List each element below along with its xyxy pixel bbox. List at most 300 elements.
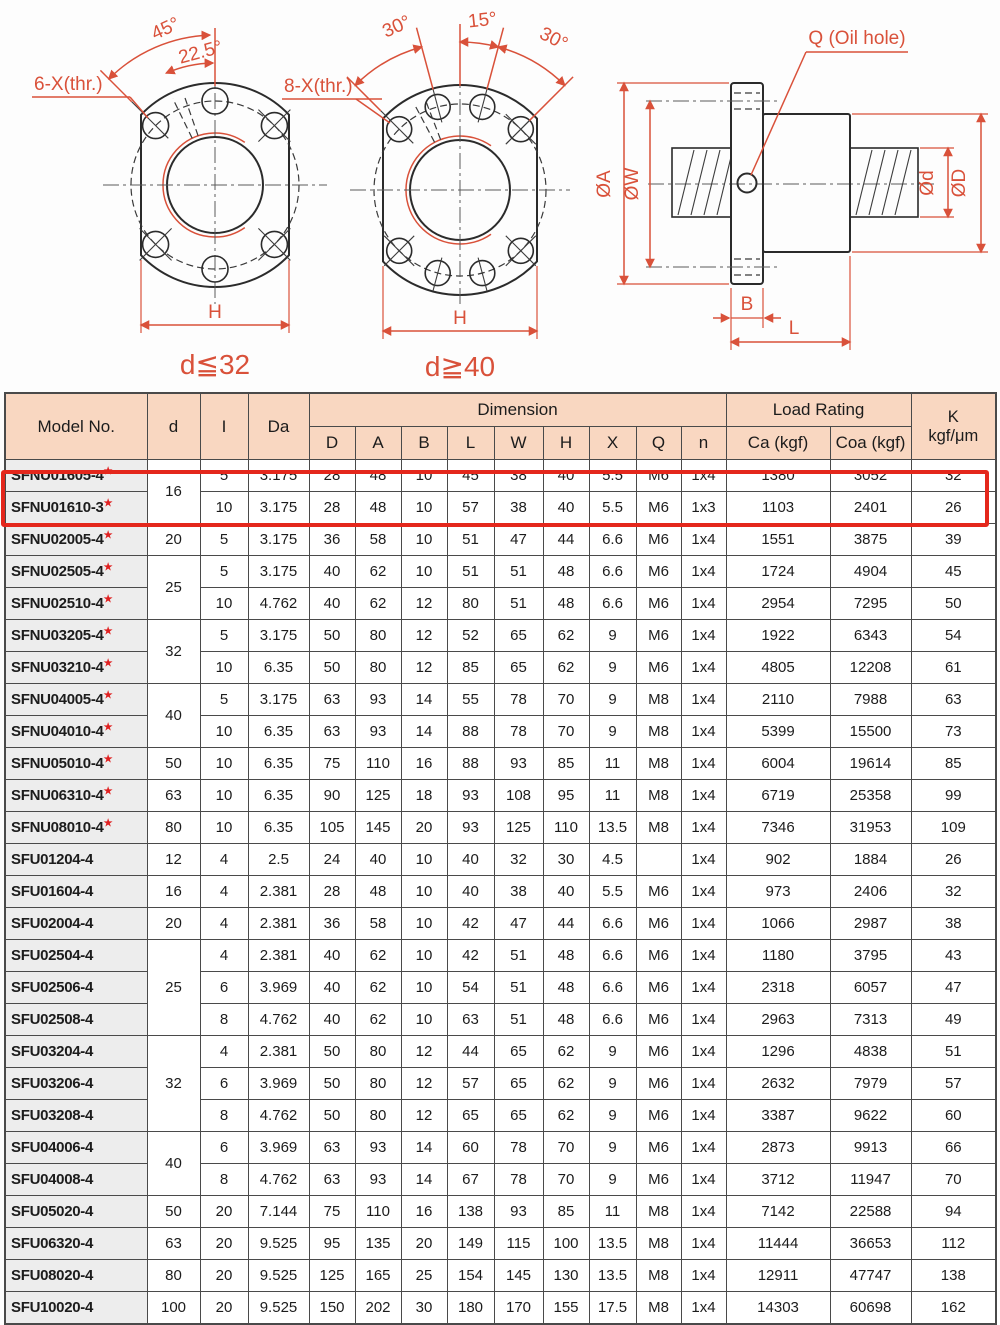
value-cell: 108 (494, 780, 543, 812)
value-cell: 48 (543, 588, 589, 620)
value-cell: 12 (401, 1036, 447, 1068)
value-cell: 12 (401, 652, 447, 684)
value-cell: 1x4 (681, 620, 726, 652)
value-cell: 6 (200, 1068, 248, 1100)
value-cell: 10 (401, 524, 447, 556)
value-cell: 1x4 (681, 684, 726, 716)
value-cell: 7142 (726, 1196, 830, 1228)
value-cell: 1724 (726, 556, 830, 588)
side-view-nut (594, 28, 988, 350)
value-cell: 2632 (726, 1068, 830, 1100)
value-cell: 42 (447, 908, 494, 940)
value-cell: 8 (200, 1164, 248, 1196)
star-icon: ★ (103, 722, 113, 733)
value-cell: 40 (355, 844, 401, 876)
value-cell: 3.175 (248, 556, 309, 588)
value-cell: 1x4 (681, 1036, 726, 1068)
col-header-k (911, 393, 996, 460)
value-cell: 48 (543, 1004, 589, 1036)
value-cell: 40 (309, 588, 355, 620)
value-cell: 65 (494, 620, 543, 652)
value-cell: 1x4 (681, 524, 726, 556)
table-row (5, 940, 996, 972)
value-cell: 38 (494, 876, 543, 908)
value-cell: M6 (636, 460, 681, 492)
value-cell: 70 (543, 716, 589, 748)
screw-shaft-left (672, 148, 731, 217)
value-cell: 12911 (726, 1260, 830, 1292)
star-icon: ★ (103, 530, 113, 541)
front-view-8-holes (282, 9, 573, 382)
value-cell: 8 (200, 1004, 248, 1036)
value-cell: 1551 (726, 524, 830, 556)
value-cell: 1x4 (681, 652, 726, 684)
value-cell: 30 (401, 1292, 447, 1325)
value-cell: M6 (636, 556, 681, 588)
table-row (5, 556, 996, 588)
value-cell: 10 (401, 844, 447, 876)
value-cell: 2987 (830, 908, 911, 940)
value-cell: 6.35 (248, 716, 309, 748)
value-cell: 6.35 (248, 652, 309, 684)
model-cell: SFNU01605-4★ (5, 460, 147, 492)
value-cell: 28 (309, 460, 355, 492)
value-cell: 1x4 (681, 1004, 726, 1036)
value-cell: 50 (309, 620, 355, 652)
value-cell: 51 (447, 556, 494, 588)
value-cell: 28 (309, 876, 355, 908)
value-cell: 85 (543, 1196, 589, 1228)
value-cell: 10 (200, 652, 248, 684)
value-cell: 145 (355, 812, 401, 844)
value-cell: 6.35 (248, 812, 309, 844)
value-cell: 20 (200, 1228, 248, 1260)
model-cell: SFNU01610-3★ (5, 492, 147, 524)
value-cell: 93 (494, 1196, 543, 1228)
value-cell: 36 (309, 524, 355, 556)
col-header-ca: Ca (kgf) (726, 427, 830, 460)
value-cell: 1x4 (681, 940, 726, 972)
spec-table (4, 392, 997, 1325)
value-cell: 28 (309, 492, 355, 524)
value-cell: 63 (147, 780, 200, 812)
value-cell: 180 (447, 1292, 494, 1325)
value-cell: 100 (147, 1292, 200, 1325)
value-cell: 62 (355, 1004, 401, 1036)
value-cell: 3.175 (248, 492, 309, 524)
value-cell: 93 (494, 748, 543, 780)
value-cell: 1380 (726, 460, 830, 492)
model-cell: SFU01604-4 (5, 876, 147, 908)
star-icon: ★ (103, 658, 113, 669)
value-cell: 50 (309, 652, 355, 684)
value-cell: 5399 (726, 716, 830, 748)
value-cell: 1x4 (681, 1164, 726, 1196)
oil-hole-label: Q (Oil hole) (808, 28, 906, 49)
value-cell: 5 (200, 460, 248, 492)
value-cell: M8 (636, 1196, 681, 1228)
star-icon: ★ (103, 690, 113, 701)
value-cell: 2401 (830, 492, 911, 524)
value-cell: 47 (494, 908, 543, 940)
value-cell: 7295 (830, 588, 911, 620)
value-cell: 3387 (726, 1100, 830, 1132)
value-cell: 57 (447, 492, 494, 524)
value-cell: M6 (636, 876, 681, 908)
value-cell: 13.5 (589, 812, 636, 844)
angle-dim-arc (355, 47, 421, 85)
value-cell: 14303 (726, 1292, 830, 1325)
value-cell: 138 (447, 1196, 494, 1228)
model-cell: SFNU02005-4★ (5, 524, 147, 556)
value-cell: 80 (147, 1260, 200, 1292)
value-cell: 20 (200, 1196, 248, 1228)
value-cell: 62 (543, 1100, 589, 1132)
keyway-marks (173, 94, 198, 138)
value-cell: 52 (447, 620, 494, 652)
value-cell: 6.6 (589, 972, 636, 1004)
star-icon: ★ (103, 626, 113, 637)
value-cell: 6.35 (248, 748, 309, 780)
model-cell: SFU04008-4 (5, 1164, 147, 1196)
value-cell: 4.5 (589, 844, 636, 876)
value-cell: 40 (147, 1132, 200, 1196)
value-cell: 109 (911, 812, 996, 844)
value-cell: 6 (200, 972, 248, 1004)
value-cell: 13.5 (589, 1260, 636, 1292)
value-cell: 12 (401, 588, 447, 620)
value-cell: M6 (636, 620, 681, 652)
value-cell: 3.969 (248, 972, 309, 1004)
value-cell: 14 (401, 1164, 447, 1196)
value-cell: 138 (911, 1260, 996, 1292)
callout-6x-label: 6-X(thr.) (34, 74, 103, 95)
value-cell: 40 (543, 460, 589, 492)
value-cell: 4.762 (248, 1004, 309, 1036)
star-icon: ★ (103, 562, 113, 573)
value-cell: 25 (147, 556, 200, 620)
value-cell: 9 (589, 1164, 636, 1196)
value-cell: 66 (911, 1132, 996, 1164)
value-cell: 7979 (830, 1068, 911, 1100)
value-cell: 38 (494, 460, 543, 492)
angle-15-label: 15° (467, 8, 498, 33)
thread-hatch-right (856, 150, 911, 215)
value-cell: 4805 (726, 652, 830, 684)
value-cell: 65 (494, 1036, 543, 1068)
value-cell: 90 (309, 780, 355, 812)
table-row (5, 684, 996, 716)
value-cell: 4.762 (248, 1100, 309, 1132)
value-cell: 6343 (830, 620, 911, 652)
value-cell: 80 (355, 1036, 401, 1068)
model-cell: SFNU06310-4★ (5, 780, 147, 812)
value-cell: M6 (636, 1132, 681, 1164)
dia-d-small-label: Ød (917, 170, 938, 196)
value-cell: 10 (401, 940, 447, 972)
value-cell: 10 (401, 908, 447, 940)
value-cell: 3.969 (248, 1132, 309, 1164)
value-cell: 93 (447, 812, 494, 844)
value-cell: 11947 (830, 1164, 911, 1196)
value-cell: 93 (355, 1132, 401, 1164)
caption-d-ge-40: d≧40 (424, 351, 496, 382)
value-cell: 75 (309, 1196, 355, 1228)
value-cell: 47747 (830, 1260, 911, 1292)
angle-dim-arc (460, 42, 498, 47)
star-icon: ★ (103, 594, 113, 605)
table-row (5, 780, 996, 812)
value-cell: 5.5 (589, 492, 636, 524)
value-cell: 10 (401, 492, 447, 524)
value-cell: 973 (726, 876, 830, 908)
value-cell: 50 (309, 1100, 355, 1132)
value-cell: 1x4 (681, 748, 726, 780)
value-cell: 40 (543, 492, 589, 524)
col-header-W: W (494, 427, 543, 460)
table-row (5, 844, 996, 876)
value-cell: 50 (147, 1196, 200, 1228)
value-cell: 9 (589, 652, 636, 684)
value-cell: 2318 (726, 972, 830, 1004)
value-cell: 57 (447, 1068, 494, 1100)
value-cell: 40 (147, 684, 200, 748)
value-cell: 44 (543, 908, 589, 940)
value-cell: 38 (494, 492, 543, 524)
value-cell: 65 (494, 1100, 543, 1132)
value-cell: 3875 (830, 524, 911, 556)
model-cell: SFU03206-4 (5, 1068, 147, 1100)
value-cell: 70 (911, 1164, 996, 1196)
value-cell: 1x3 (681, 492, 726, 524)
value-cell: M8 (636, 1292, 681, 1325)
value-cell: 12 (147, 844, 200, 876)
model-cell: SFNU03205-4★ (5, 620, 147, 652)
value-cell: 6057 (830, 972, 911, 1004)
value-cell: 11 (589, 1196, 636, 1228)
value-cell: M6 (636, 1004, 681, 1036)
value-cell: 51 (494, 940, 543, 972)
group-header-dimension: Dimension (309, 393, 726, 427)
value-cell: 94 (911, 1196, 996, 1228)
h-dim-label: H (208, 302, 222, 323)
model-cell: SFU01204-4 (5, 844, 147, 876)
value-cell: 62 (355, 588, 401, 620)
table-header (5, 393, 996, 460)
value-cell: 14 (401, 1132, 447, 1164)
value-cell: 2.381 (248, 1036, 309, 1068)
value-cell: 2110 (726, 684, 830, 716)
col-header-D: D (309, 427, 355, 460)
value-cell: 88 (447, 716, 494, 748)
value-cell: 155 (543, 1292, 589, 1325)
value-cell: 1x4 (681, 716, 726, 748)
value-cell: 85 (543, 748, 589, 780)
value-cell: 9.525 (248, 1228, 309, 1260)
value-cell: 62 (543, 1068, 589, 1100)
value-cell: 80 (447, 588, 494, 620)
value-cell: 20 (401, 1228, 447, 1260)
value-cell: 40 (309, 940, 355, 972)
value-cell: 2954 (726, 588, 830, 620)
value-cell: 1x4 (681, 1228, 726, 1260)
value-cell: 3712 (726, 1164, 830, 1196)
value-cell: 45 (911, 556, 996, 588)
value-cell: 55 (447, 684, 494, 716)
value-cell: 12208 (830, 652, 911, 684)
model-cell: SFNU05010-4★ (5, 748, 147, 780)
value-cell: 1x4 (681, 1100, 726, 1132)
value-cell: M6 (636, 940, 681, 972)
value-cell: 2.381 (248, 908, 309, 940)
value-cell: 9 (589, 1036, 636, 1068)
model-cell: SFNU04005-4★ (5, 684, 147, 716)
value-cell: 1103 (726, 492, 830, 524)
value-cell: 125 (309, 1260, 355, 1292)
value-cell: 43 (911, 940, 996, 972)
value-cell: 70 (543, 684, 589, 716)
value-cell: 51 (494, 556, 543, 588)
value-cell: 110 (543, 812, 589, 844)
value-cell: 154 (447, 1260, 494, 1292)
value-cell: 22588 (830, 1196, 911, 1228)
value-cell: 1x4 (681, 780, 726, 812)
value-cell: 10 (401, 1004, 447, 1036)
col-header-coa: Coa (kgf) (830, 427, 911, 460)
value-cell: 19614 (830, 748, 911, 780)
value-cell: 93 (355, 1164, 401, 1196)
model-cell: SFNU02510-4★ (5, 588, 147, 620)
value-cell: 5 (200, 684, 248, 716)
value-cell: 3.969 (248, 1068, 309, 1100)
value-cell: 63 (309, 1164, 355, 1196)
value-cell: 6719 (726, 780, 830, 812)
value-cell: 14 (401, 684, 447, 716)
value-cell: 7313 (830, 1004, 911, 1036)
value-cell: 93 (355, 684, 401, 716)
value-cell: 150 (309, 1292, 355, 1325)
value-cell: 48 (355, 492, 401, 524)
value-cell: 63 (911, 684, 996, 716)
value-cell: 93 (447, 780, 494, 812)
value-cell: 2.381 (248, 940, 309, 972)
value-cell: 20 (147, 524, 200, 556)
value-cell: M6 (636, 1068, 681, 1100)
value-cell: 1180 (726, 940, 830, 972)
star-icon: ★ (103, 466, 113, 477)
value-cell: M8 (636, 1260, 681, 1292)
value-cell: 6.6 (589, 940, 636, 972)
table-row (5, 1132, 996, 1164)
value-cell: 5 (200, 556, 248, 588)
h-dim-label: H (453, 308, 467, 329)
value-cell: 70 (543, 1164, 589, 1196)
value-cell: 48 (543, 940, 589, 972)
value-cell: 170 (494, 1292, 543, 1325)
value-cell: 51 (494, 1004, 543, 1036)
value-cell: 32 (911, 460, 996, 492)
technical-drawings (0, 0, 1000, 390)
value-cell: 11444 (726, 1228, 830, 1260)
value-cell: 36653 (830, 1228, 911, 1260)
value-cell: 145 (494, 1260, 543, 1292)
value-cell: 4 (200, 876, 248, 908)
value-cell: 95 (543, 780, 589, 812)
model-cell: SFU03204-4 (5, 1036, 147, 1068)
value-cell: 24 (309, 844, 355, 876)
value-cell: 39 (911, 524, 996, 556)
value-cell: 51 (911, 1036, 996, 1068)
table-row (5, 1228, 996, 1260)
value-cell: 16 (147, 876, 200, 908)
col-header-X: X (589, 427, 636, 460)
value-cell: 902 (726, 844, 830, 876)
table-row (5, 1292, 996, 1325)
value-cell: 48 (355, 876, 401, 908)
value-cell: 4.762 (248, 1164, 309, 1196)
value-cell: 4 (200, 844, 248, 876)
value-cell: 105 (309, 812, 355, 844)
value-cell: 26 (911, 844, 996, 876)
table-body (5, 460, 996, 1325)
value-cell: 125 (494, 812, 543, 844)
caption-d-le-32: d≦32 (179, 349, 251, 380)
value-cell: 5 (200, 524, 248, 556)
value-cell: M6 (636, 588, 681, 620)
value-cell: 51 (494, 588, 543, 620)
value-cell: 1296 (726, 1036, 830, 1068)
callout-8x-label: 8-X(thr.) (284, 76, 353, 97)
value-cell: 2406 (830, 876, 911, 908)
value-cell: 61 (911, 652, 996, 684)
l-dim-label: L (788, 318, 800, 339)
value-cell: 58 (355, 908, 401, 940)
value-cell: 14 (401, 716, 447, 748)
value-cell: 63 (309, 684, 355, 716)
value-cell: 88 (447, 748, 494, 780)
value-cell: 1x4 (681, 1132, 726, 1164)
value-cell: 1x4 (681, 460, 726, 492)
col-header-A: A (355, 427, 401, 460)
value-cell: 54 (911, 620, 996, 652)
value-cell (636, 844, 681, 876)
value-cell: M8 (636, 1228, 681, 1260)
value-cell: 9.525 (248, 1260, 309, 1292)
value-cell: 4 (200, 1036, 248, 1068)
value-cell: 63 (447, 1004, 494, 1036)
value-cell: 40 (309, 1004, 355, 1036)
value-cell: 40 (447, 844, 494, 876)
callout-leader (130, 97, 148, 118)
b-dim-label: B (740, 294, 754, 315)
k-unit-line2: kgf/μm (928, 426, 979, 445)
value-cell: 99 (911, 780, 996, 812)
value-cell: 32 (911, 876, 996, 908)
value-cell: 80 (355, 1068, 401, 1100)
col-header-d: d (147, 393, 200, 460)
value-cell: 12 (401, 620, 447, 652)
value-cell: M6 (636, 652, 681, 684)
value-cell: 7988 (830, 684, 911, 716)
value-cell: 10 (200, 492, 248, 524)
col-header-model: Model No. (5, 393, 147, 460)
value-cell: 10 (200, 716, 248, 748)
angle-45-label: 45° (148, 13, 184, 45)
table-row (5, 1260, 996, 1292)
value-cell: 73 (911, 716, 996, 748)
model-cell: SFU05020-4 (5, 1196, 147, 1228)
angle-dim-arc (498, 47, 564, 85)
